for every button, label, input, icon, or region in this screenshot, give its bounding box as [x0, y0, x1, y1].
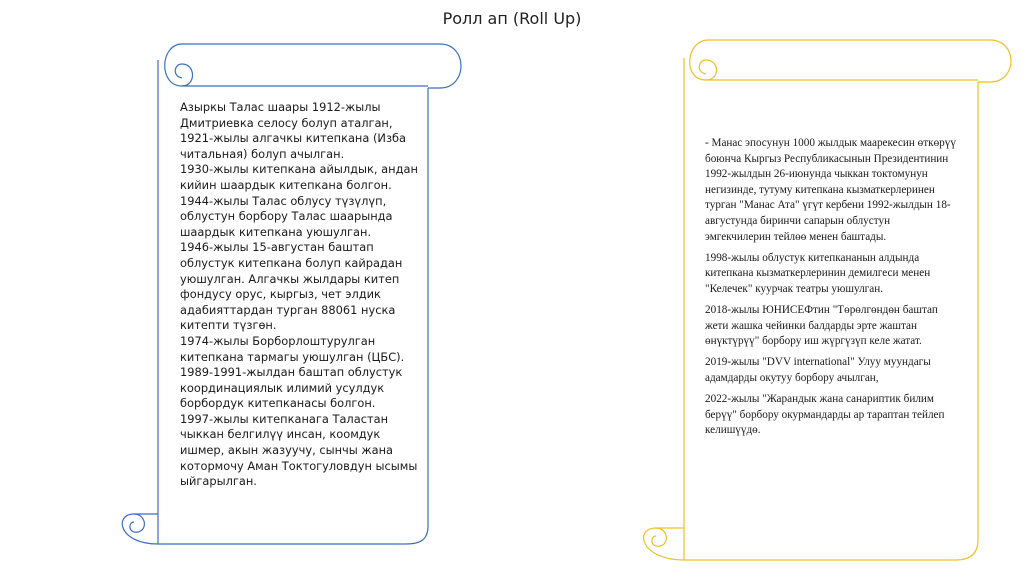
right-paragraph: 2018-жылы ЮНИСЕФтин "Төрөлгөндөн баштап жети жашка чейинки балдарды эрте жаштан өнүктүрүү" борбору иш жүргүзүп келе жатат. — [705, 303, 938, 348]
left-scroll-text — [180, 100, 426, 490]
right-paragraph: - Манас эпосунун 1000 жылдык маарекесин өткөрүү боюнча Кыргыз Республикасынын Президентинин 1992-жылдын 26-июнунда чыккан токтомунун негизинде, тутуму китепкана кызматкерлеринен турган "Манас Ата" үгүт кербени 1992-жылдын 18-августунда биринчи сапарын облустун эмгекчилерин тейлөө менен баштады. — [705, 137, 956, 243]
left-paragraph: 1930-жылы китепкана айылдык, андан кийин шаардык китепкана болгон. 1944-жылы Талас облусу түзүлүп, облустун борбору Талас шаарында шаардык китепкана уюшулган. — [180, 162, 418, 239]
left-paragraph: 1946-жылы 15-августан баштап облустук китепкана болуп кайрадан уюшулган. Алгачкы жылдары китеп фондусу орус, кыргыз, чет элдик адабияттардан турган 88061 нуска китепти түзгөн. — [180, 240, 403, 333]
right-paragraph: 2019-жылы "DVV international" Улуу муундагы адамдарды окутуу борбору ачылган, — [705, 356, 931, 384]
left-paragraph: 1989-1991-жылдан баштап облустук координациялык илимий усулдук борбордук китепканасы болгон. — [180, 365, 403, 411]
right-paragraph: 1998-жылы облустук китепкананын алдында китепкана кызматкерлеринин демилгеси менен "Келечек" куурчак театры уюшулган. — [705, 251, 931, 295]
right-paragraph: 2022-жылы "Жарандык жана санариптик билим берүү" борбору окурмандарды ар тараптан тейлеп келишүүдө. — [705, 392, 945, 437]
right-scroll-text — [705, 136, 957, 444]
slide-title: Ролл ап (Roll Up) — [442, 9, 582, 28]
left-paragraph: 1974-жылы Борборлоштурулган китепкана тармагы уюшулган (ЦБС). — [180, 333, 405, 364]
left-paragraph: 1997-жылы китепканага Таластан чыккан белгилүү инсан, коомдук ишмер, акын жазуучу, сынчы жана котормочу Аман Токтогуловдун ысымы ыйгарылган. — [180, 411, 418, 489]
left-paragraph: Азыркы Талас шаары 1912-жылы Дмитриевка селосу болуп аталган, 1921-жылы алгачкы китепкана (Изба читальная) болуп ачылган. — [180, 100, 407, 161]
